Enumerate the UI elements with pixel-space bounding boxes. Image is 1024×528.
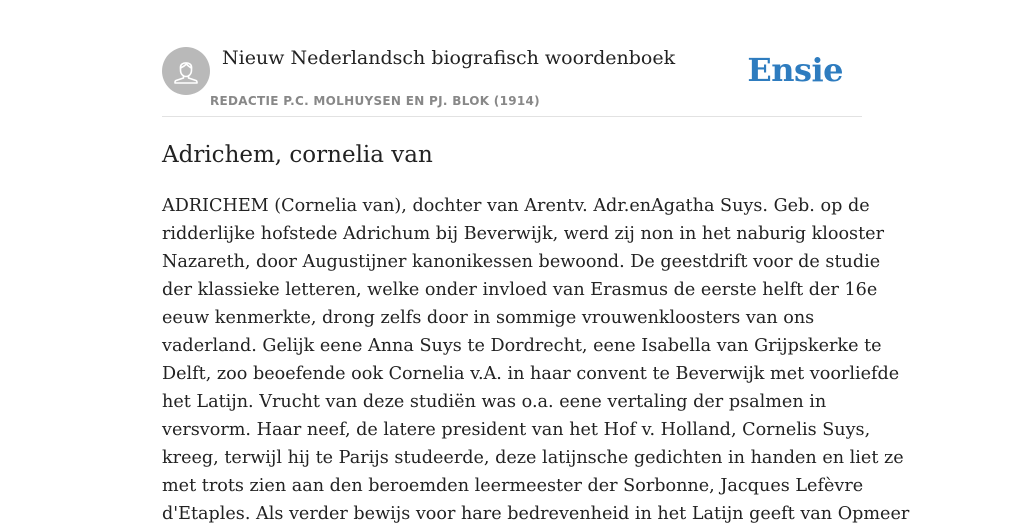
entry-text-line: het Latijn. Vrucht van deze studiën was o.a. eene vertaling der psalmen in	[162, 392, 827, 412]
ensie-logo[interactable]: Ensie	[747, 51, 843, 89]
entry-body	[162, 192, 910, 528]
entry-text-line: ADRICHEM (Cornelia van), dochter van Arentv. Adr.enAgatha Suys. Geb. op de	[162, 196, 870, 216]
entry-text-line: d'Etaples. Als verder bewijs voor hare bedrevenheid in het Latijn geeft van Opmeer	[162, 504, 910, 524]
source-editors: REDACTIE P.C. MOLHUYSEN EN PJ. BLOK (1914)	[210, 94, 540, 108]
entry-text-line: eeuw kenmerkte, drong zelfs door in sommige vrouwenkloosters van ons	[162, 308, 815, 328]
entry-text-line: kreeg, terwijl hij te Parijs studeerde, deze latijnsche gedichten in handen en liet ze	[162, 448, 904, 468]
user-silhouette-icon[interactable]	[162, 47, 210, 95]
source-header	[162, 40, 862, 117]
source-title[interactable]: Nieuw Nederlandsch biografisch woordenboek	[222, 47, 676, 69]
entry-text-line: Delft, zoo beoefende ook Cornelia v.A. in haar convent te Beverwijk met voorliefde	[162, 364, 900, 384]
entry-text-line: versvorm. Haar neef, de latere president van het Hof v. Holland, Cornelis Suys,	[162, 420, 871, 440]
entry-text-line: Nazareth, door Augustijner kanonikessen bewoond. De geestdrift voor de studie	[162, 252, 881, 272]
entry-text-line: ridderlijke hofstede Adrichum bij Beverwijk, werd zij non in het naburig klooster	[162, 224, 884, 244]
avatar-graphic	[162, 47, 210, 95]
entry-title: Adrichem, cornelia van	[162, 142, 433, 168]
entry-text-line: der klassieke letteren, welke onder invloed van Erasmus de eerste helft der 16e	[162, 280, 878, 300]
entry-text-line: met trots zien aan den beroemden leermeester der Sorbonne, Jacques Lefèvre	[162, 476, 864, 496]
entry-text-line: vaderland. Gelijk eene Anna Suys te Dordrecht, eene Isabella van Grijpskerke te	[162, 336, 882, 356]
